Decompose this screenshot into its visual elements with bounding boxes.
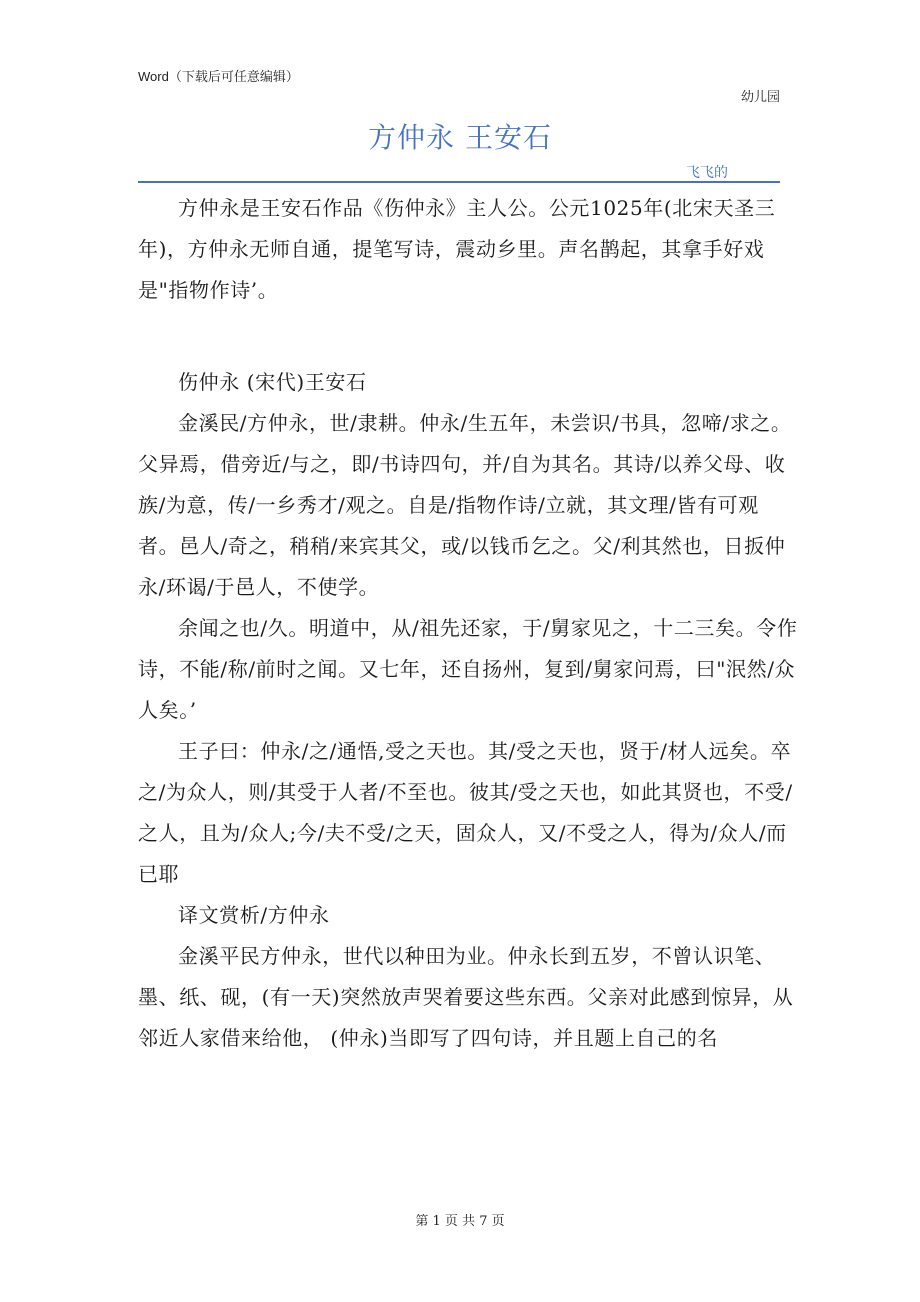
paragraph-poem-heading: 伤仲永 (宋代)王安石	[178, 370, 367, 394]
paragraph-original-3: 王子曰：仲永/之/通悟,受之天也。其/受之天也，贤于/材人远矣。卒之/为众人，则/其受于人者/不至也。彼其/受之天也，如此其贤也，不受/之人，且为/众人;今/夫不受/之天，固众人，又/不受之人，得为/众人/而已耶	[138, 739, 793, 886]
header-note: Word（下载后可任意编辑）	[138, 69, 299, 84]
paragraph-translation-heading: 译文赏析/方仲永	[178, 903, 330, 927]
paragraph-translation-1: 金溪平民方仲永，世代以种田为业。仲永长到五岁，不曾认识笔、墨、纸、砚，(有一天)突然放声哭着要这些东西。父亲对此感到惊异，从邻近人家借来给他， (仲永)当即写了四句诗，并且题上自己的名	[138, 944, 794, 1050]
page-footer: 第 1 页 共 7 页	[415, 1214, 505, 1229]
title-divider	[138, 181, 780, 183]
document-body	[138, 188, 798, 1059]
document-title: 方仲永 王安石	[368, 121, 552, 154]
paragraph-intro: 方仲永是王安石作品《伤仲永》主人公。公元1025年(北宋天圣三年)，方仲永无师自通，提笔写诗，震动乡里。声名鹊起，其拿手好戏是"指物作诗’。	[138, 196, 776, 302]
paragraph-original-1: 金溪民/方仲永，世/隶耕。仲永/生五年，未尝识/书具，忽啼/求之。父异焉，借旁近/与之，即/书诗四句，并/自为其名。其诗/以养父母、收族/为意，传/一乡秀才/观之。自是/指物作诗/立就，其文理/皆有可观者。邑人/奇之，稍稍/来宾其父，或/以钱币乞之。父/利其然也，日扳仲永/环谒/于邑人，不使学。	[138, 411, 792, 599]
header-category: 幼儿园	[740, 90, 780, 105]
paragraph-original-2: 余闻之也/久。明道中，从/祖先还家，于/舅家见之，十二三矣。令作诗，不能/称/前时之闻。又七年，还自扬州，复到/舅家问焉，曰"泯然/众人矣。’	[138, 616, 798, 722]
document-author: 飞飞的	[686, 165, 728, 181]
